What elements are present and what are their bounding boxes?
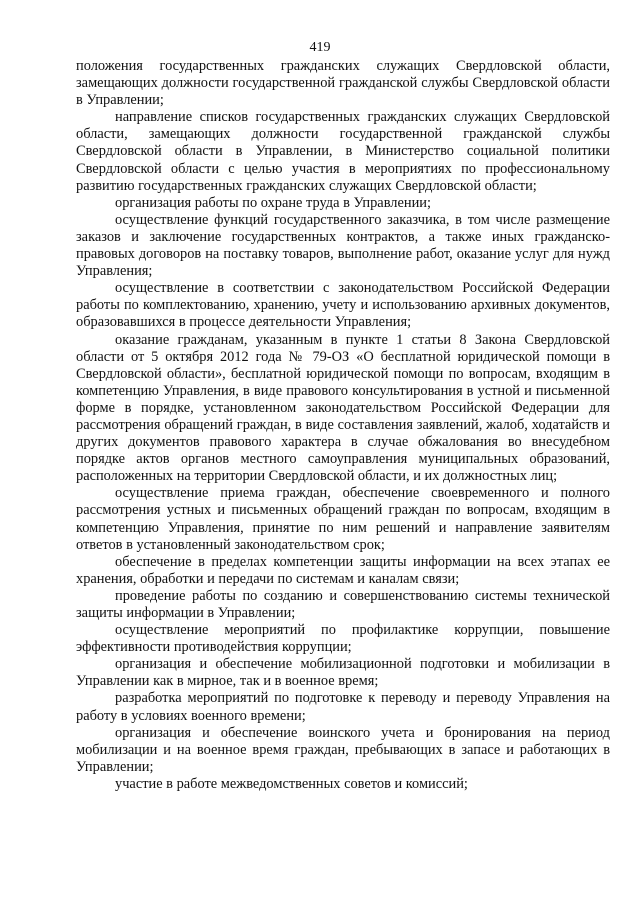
paragraph: проведение работы по созданию и совершенствованию системы технической защиты информации в Управлении; — [76, 587, 610, 621]
page-number: 419 — [309, 40, 331, 55]
paragraph: разработка мероприятий по подготовке к переводу и переводу Управления на работу в условиях военного времени; — [76, 690, 610, 724]
paragraph: организация и обеспечение воинского учета и бронирования на период мобилизации и на военное время граждан, пребывающих в запасе и работающих в Управлении; — [76, 724, 610, 775]
paragraph: оказание гражданам, указанным в пункте 1 статьи 8 Закона Свердловской области от 5 октября 2012 года № 79-ОЗ «О бесплатной юридической помощи в Свердловской области», бесплатной юридической помощи по вопросам, входящим в компетенцию Управления, в виде правового консультирования в устной и письменной форме в порядке, установленном законодательством Российской Федерации для рассмотрения обращений граждан, в виде составления заявлений, жалоб, ходатайств и других документов правового характера в случае обжалования во внесудебном порядке актов органов местного самоуправления муниципальных образований, расположенных на территории Свердловской области, и их должностных лиц; — [76, 331, 610, 485]
paragraph: обеспечение в пределах компетенции защиты информации на всех этапах ее хранения, обработки и передачи по системам и каналам связи; — [76, 553, 610, 587]
document-body — [76, 58, 610, 793]
paragraph: организация и обеспечение мобилизационной подготовки и мобилизации в Управлении как в мирное, так и в военное время; — [76, 656, 610, 690]
paragraph: организация работы по охране труда в Управлении; — [115, 194, 431, 211]
paragraph: осуществление приема граждан, обеспечение своевременного и полного рассмотрения устных и письменных обращений граждан по вопросам, входящим в компетенцию Управления, принятие по ним решений и направление заявителям ответов в установленный законодательством срок; — [76, 485, 610, 553]
paragraph: осуществление мероприятий по профилактике коррупции, повышение эффективности противодействия коррупции; — [76, 622, 610, 656]
paragraph: участие в работе межведомственных советов и комиссий; — [115, 775, 468, 792]
paragraph: осуществление в соответствии с законодательством Российской Федерации работы по комплектованию, хранению, учету и использованию архивных документов, образовавшихся в процессе деятельности Управления; — [76, 280, 610, 331]
paragraph: осуществление функций государственного заказчика, в том числе размещение заказов и заключение государственных контрактов, а также иных гражданско-правовых договоров на поставку товаров, выполнение работ, оказание услуг для нужд Управления; — [76, 211, 610, 280]
paragraph: направление списков государственных гражданских служащих Свердловской области, замещающих должности государственной гражданской службы Свердловской области в Управлении, в Министерство социальной политики Свердловской области с целью участия в мероприятиях по профессиональному развитию государственных гражданских служащих Свердловской области; — [76, 109, 610, 194]
paragraph: положения государственных гражданских служащих Свердловской области, замещающих должности государственной гражданской службы Свердловской области в Управлении; — [76, 58, 610, 109]
